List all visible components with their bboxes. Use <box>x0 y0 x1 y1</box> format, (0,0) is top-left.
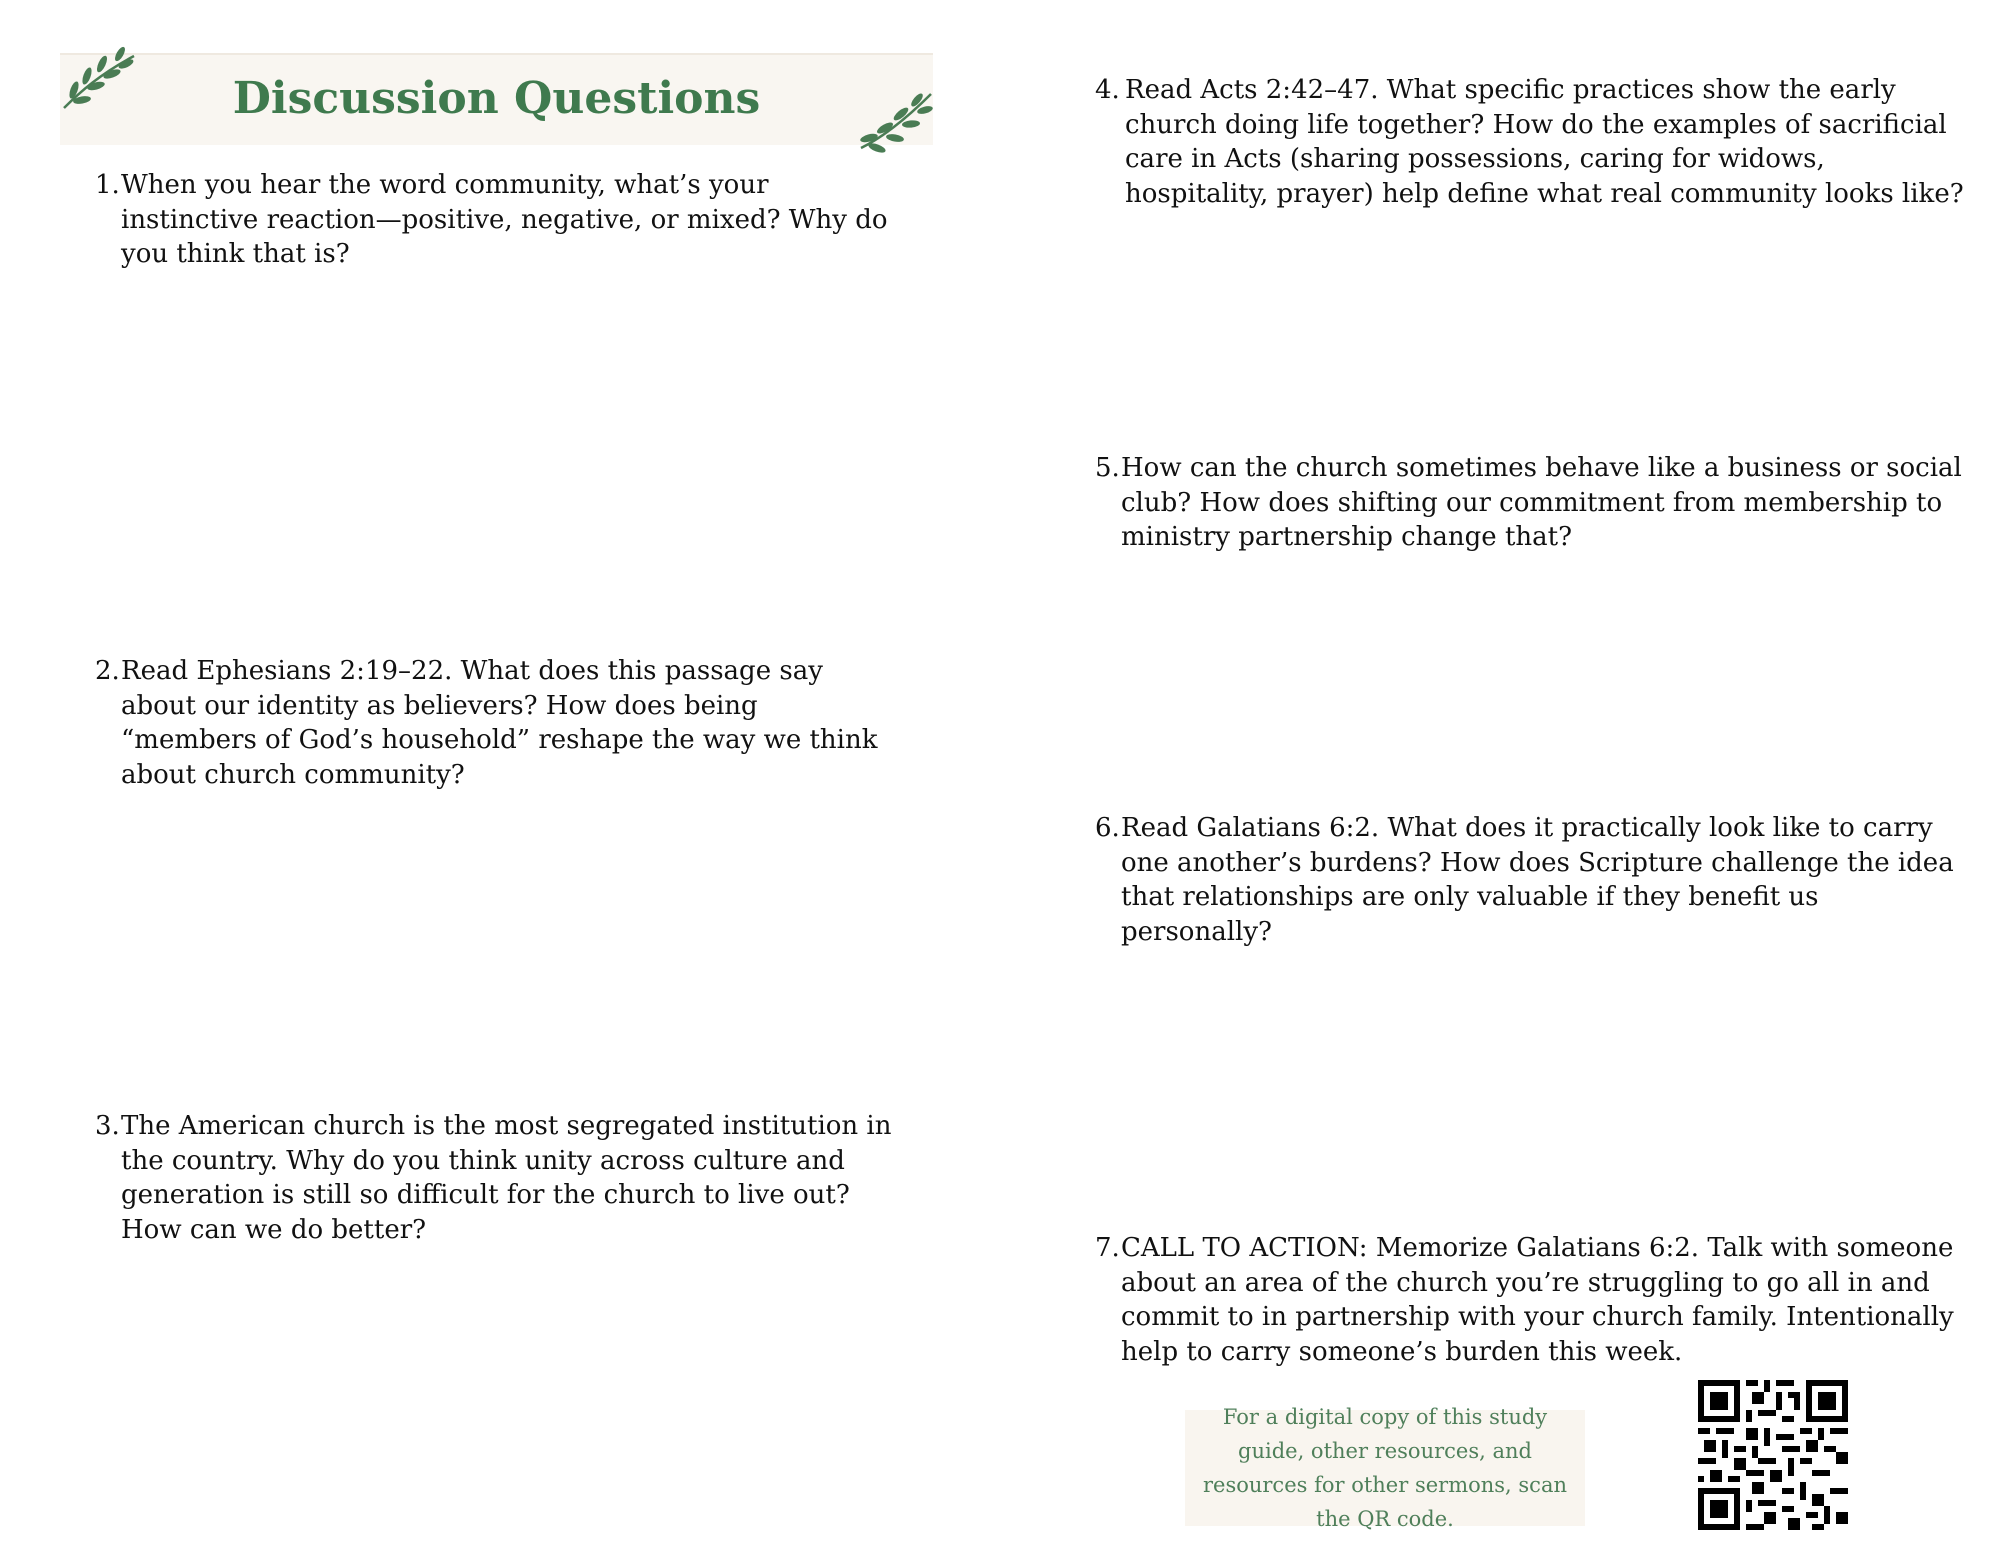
olive-branch-icon <box>60 44 138 114</box>
title-banner <box>60 53 933 145</box>
question-2 <box>95 654 895 792</box>
page-title: Discussion Questions <box>232 73 761 124</box>
question-text: The American church is the most segregated institution in the country. Why do you think unity across culture and generation is still so difficult for the church to live out? How can we do better? <box>121 1111 892 1245</box>
question-number: 7. <box>1095 1233 1120 1263</box>
question-7-call-to-action <box>1095 1231 1975 1369</box>
question-number: 5. <box>1095 453 1120 483</box>
olive-branch-icon <box>855 86 935 156</box>
question-3 <box>95 1109 895 1247</box>
digital-copy-text: For a digital copy of this study guide, other resources, and resources for other sermons, scan the QR code. <box>1202 1405 1567 1531</box>
question-4 <box>1095 73 1975 211</box>
question-number: 4. <box>1095 75 1120 105</box>
question-number: 1. <box>95 170 120 200</box>
question-text: Read Acts 2:42–47. What specific practices show the early church doing life together? How do the examples of sacrificial care in Acts (sharing possessions, caring for widows, hospitality, prayer) help define what real community looks like? <box>1125 75 1964 209</box>
question-number: 2. <box>95 656 120 686</box>
question-text: When you hear the word community, what’s your instinctive reaction—positive, negative, or mixed? Why do you think that is? <box>121 170 888 269</box>
question-6 <box>1095 811 1975 949</box>
question-number: 3. <box>95 1111 120 1141</box>
qr-code-icon[interactable] <box>1698 1380 1848 1530</box>
question-1 <box>95 168 895 272</box>
question-text: CALL TO ACTION: Memorize Galatians 6:2. Talk with someone about an area of the church you’re struggling to go all in and commit to in partnership with your church family. Intentionally help to carry someone’s burden this week. <box>1121 1233 1954 1367</box>
question-5 <box>1095 451 1975 555</box>
question-number: 6. <box>1095 813 1120 843</box>
digital-copy-note <box>1185 1405 1585 1531</box>
question-text: Read Ephesians 2:19–22. What does this passage say about our identity as believers? How does being “members of God’s household” reshape the way we think about church community? <box>121 656 878 790</box>
question-text: How can the church sometimes behave like a business or social club? How does shifting our commitment from membership to ministry partnership change that? <box>1121 453 1962 552</box>
question-text: Read Galatians 6:2. What does it practically look like to carry one another’s burdens? How does Scripture challenge the idea that relationships are only valuable if they benefit us personally? <box>1121 813 1954 947</box>
